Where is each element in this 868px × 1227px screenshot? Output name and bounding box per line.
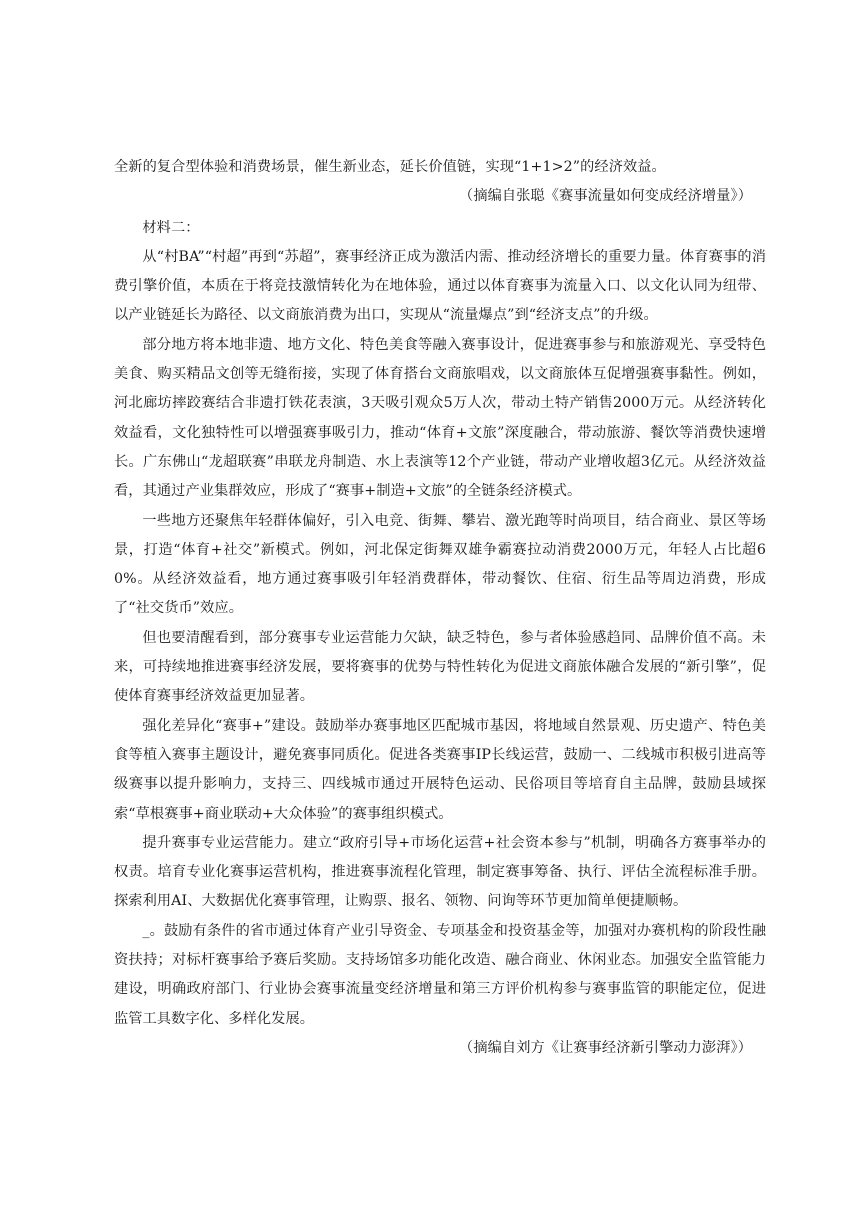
document-body [114,153,766,1063]
paragraph-5: 强化差异化“赛事+”建设。鼓励举办赛事地区匹配城市基因，将地域自然景观、历史遗产、特色美食等植入赛事主题设计，避免赛事同质化。促进各类赛事IP长线运营，鼓励一、二线城市积极引进高等级赛事以提升影响力，支持三、四线城市通过开展特色运动、民俗项目等培育自主品牌，鼓励县域探索“草根赛事+商业联动+大众体验”的赛事组织模式。 [114,717,766,822]
intro-paragraph: 全新的复合型体验和消费场景，催生新业态，延长价值链，实现“1+1>2”的经济效益。 [114,159,666,175]
source-citation-1: （摘编自张聪《赛事流量如何变成经济增量》） [459,188,752,205]
paragraph-4: 但也要清醒看到，部分赛事专业运营能力欠缺，缺乏特色，参与者体验感趋同、品牌价值不高。未来，可持续地推进赛事经济发展，要将赛事的优势与特性转化为促进文商旅体融合发展的“新引擎”，促使体育赛事经济效益更加显著。 [114,629,766,705]
source-citation-2: （摘编自刘方《让赛事经济新引擎动力澎湃》） [459,1039,752,1056]
paragraph-7: _。鼓励有条件的省市通过体育产业引导资金、专项基金和投资基金等，加强对办赛机构的阶段性融资扶持；对标杆赛事给予赛后奖励。支持场馆多功能化改造、融合商业、休闲业态。加强安全监管能力建设，明确政府部门、行业协会赛事流量变经济增量和第三方评价机构参与赛事监管的职能定位，促进监管工具数字化、多样化发展。 [114,922,766,1027]
material-2-heading: 材料二： [142,219,200,236]
paragraph-6: 提升赛事专业运营能力。建立“政府引导+市场化运营+社会资本参与”机制，明确各方赛事举办的权责。培育专业化赛事运营机构，推进赛事流程化管理，制定赛事筹备、执行、评估全流程标准手册。探索利用AI、大数据优化赛事管理，让购票、报名、领物、问询等环节更加简单便捷顺畅。 [114,834,766,910]
paragraph-1: 从“村BA”“村超”再到“苏超”，赛事经济正成为激活内需、推动经济增长的重要力量。体育赛事的消费引擎价值，本质在于将竞技激情转化为在地体验，通过以体育赛事为流量入口、以文化认同为纽带、以产业链延长为路径、以文商旅消费为出口，实现从“流量爆点”到“经济支点”的升级。 [114,248,766,324]
paragraph-2: 部分地方将本地非遗、地方文化、特色美食等融入赛事设计，促进赛事参与和旅游观光、享受特色美食、购买精品文创等无缝衔接，实现了体育搭台文商旅唱戏，以文商旅体互促增强赛事黏性。例如，河北廊坊摔跤赛结合非遗打铁花表演，3天吸引观众5万人次，带动土特产销售2000万元。从经济转化效益看，文化独特性可以增强赛事吸引力，推动“体育+文旅”深度融合，带动旅游、餐饮等消费快速增长。广东佛山“龙超联赛”串联龙舟制造、水上表演等12个产业链，带动产业增收超3亿元。从经济效益看，其通过产业集群效应，形成了“赛事+制造+文旅”的全链条经济模式。 [114,336,766,500]
paragraph-3: 一些地方还聚焦年轻群体偏好，引入电竞、街舞、攀岩、激光跑等时尚项目，结合商业、景区等场景，打造“体育+社交”新模式。例如，河北保定街舞双雄争霸赛拉动消费2000万元，年轻人占比超60%。从经济效益看，地方通过赛事吸引年轻消费群体，带动餐饮、住宿、衍生品等周边消费，形成了“社交货币”效应。 [114,512,766,617]
